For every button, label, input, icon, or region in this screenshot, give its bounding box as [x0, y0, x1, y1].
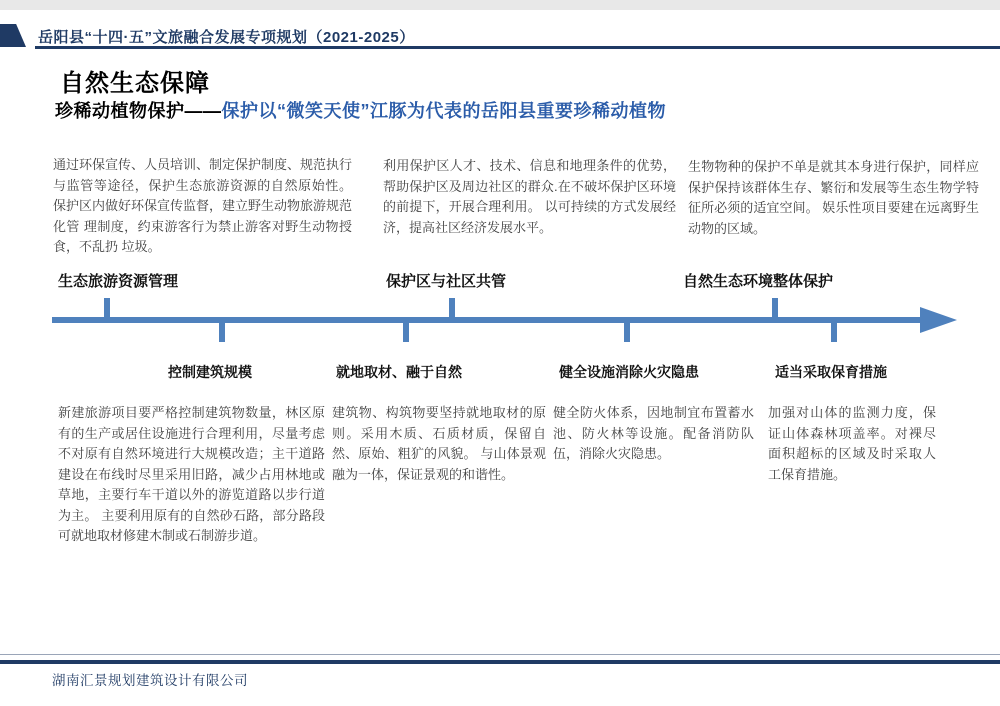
page-subtitle [55, 97, 666, 123]
subtitle-highlight: 保护以“微笑天使”江豚为代表的岳阳县重要珍稀动植物 [221, 101, 666, 121]
corner-flag-icon [0, 24, 26, 47]
timeline-top-label-1: 生态旅游资源管理 [58, 273, 179, 290]
timeline-tick-down-3 [624, 323, 630, 342]
detail-paragraph-materials: 建筑物、构筑物要坚持就地取材的原则。采用木质、石质材质，保留自然、原始、粗犷的风貌。 与山体景观融为一体，保证景观的和谐性。 [332, 405, 546, 482]
header-rule [35, 46, 1000, 49]
timeline-tick-down-1 [219, 323, 225, 342]
timeline-tick-up-3 [772, 298, 778, 317]
subtitle-prefix: 珍稀动植物保护—— [55, 101, 222, 121]
timeline-tick-up-1 [104, 298, 110, 317]
timeline-bottom-label-4: 适当采取保育措施 [775, 364, 887, 380]
timeline-top-label-2: 保护区与社区共管 [386, 273, 507, 290]
footer-thick-rule [0, 660, 1000, 664]
intro-paragraph-overall: 生物物种的保护不单是就其本身进行保护，同样应保护保持该群体生存、繁衍和发展等生态生物学特征所必须的适宜空间。 娱乐性项目要建在远离野生动物的区域。 [688, 159, 979, 236]
timeline-bottom-label-1: 控制建筑规模 [168, 364, 252, 380]
timeline-axis [52, 317, 920, 323]
intro-paragraph-community: 利用保护区人才、技术、信息和地理条件的优势，帮助保护区及周边社区的群众.在不破坏保护区环境的前提下，开展合理利用。 以可持续的方式发展经济，提高社区经济发展水平。 [383, 158, 676, 235]
timeline-tick-up-2 [449, 298, 455, 317]
timeline-tick-down-4 [831, 323, 837, 342]
header-plan-title: 岳阳县“十四·五”文旅融合发展专项规划（2021-2025） [38, 29, 415, 46]
timeline-top-label-3: 自然生态环境整体保护 [683, 273, 834, 290]
footer-thin-rule [0, 654, 1000, 655]
window-top-strip [0, 0, 1000, 10]
timeline-bottom-label-3: 健全设施消除火灾隐患 [559, 364, 699, 380]
timeline-arrowhead-icon [920, 307, 957, 333]
timeline-bottom-label-2: 就地取材、融于自然 [336, 364, 462, 380]
detail-paragraph-conservation: 加强对山体的监测力度，保证山体森林项盖率。对裸尽面积超标的区域及时采取人工保育措施。 [768, 405, 936, 482]
footer-company-name: 湖南汇景规划建筑设计有限公司 [52, 673, 248, 688]
timeline-tick-down-2 [403, 323, 409, 342]
page-title: 自然生态保障 [60, 70, 210, 97]
detail-paragraph-fire: 健全防火体系，因地制宜布置蓄水池、防火林等设施。配备消防队伍，消除火灾隐患。 [553, 405, 754, 461]
intro-paragraph-eco-resource: 通过环保宣传、人员培训、制定保护制度、规范执行与监管等途径，保护生态旅游资源的自然原始性。 保护区内做好环保宣传监督，建立野生动物旅游规范化管 理制度，约束游客行为禁止游客对野生动物授食，不乱扔 垃圾。 [53, 157, 353, 254]
detail-paragraph-construction: 新建旅游项目要严格控制建筑物数量，林区原有的生产或居住设施进行合理利用，尽量考虑不对原有自然环境进行大规模改造；主干道路建设在布线时尽里采用旧路，减少占用林地或草地，主要行车干道以外的游览道路以步行道为主。 主要利用原有的自然砂石路，部分路段可就地取材修建木制或石制游步道。 [58, 405, 325, 543]
